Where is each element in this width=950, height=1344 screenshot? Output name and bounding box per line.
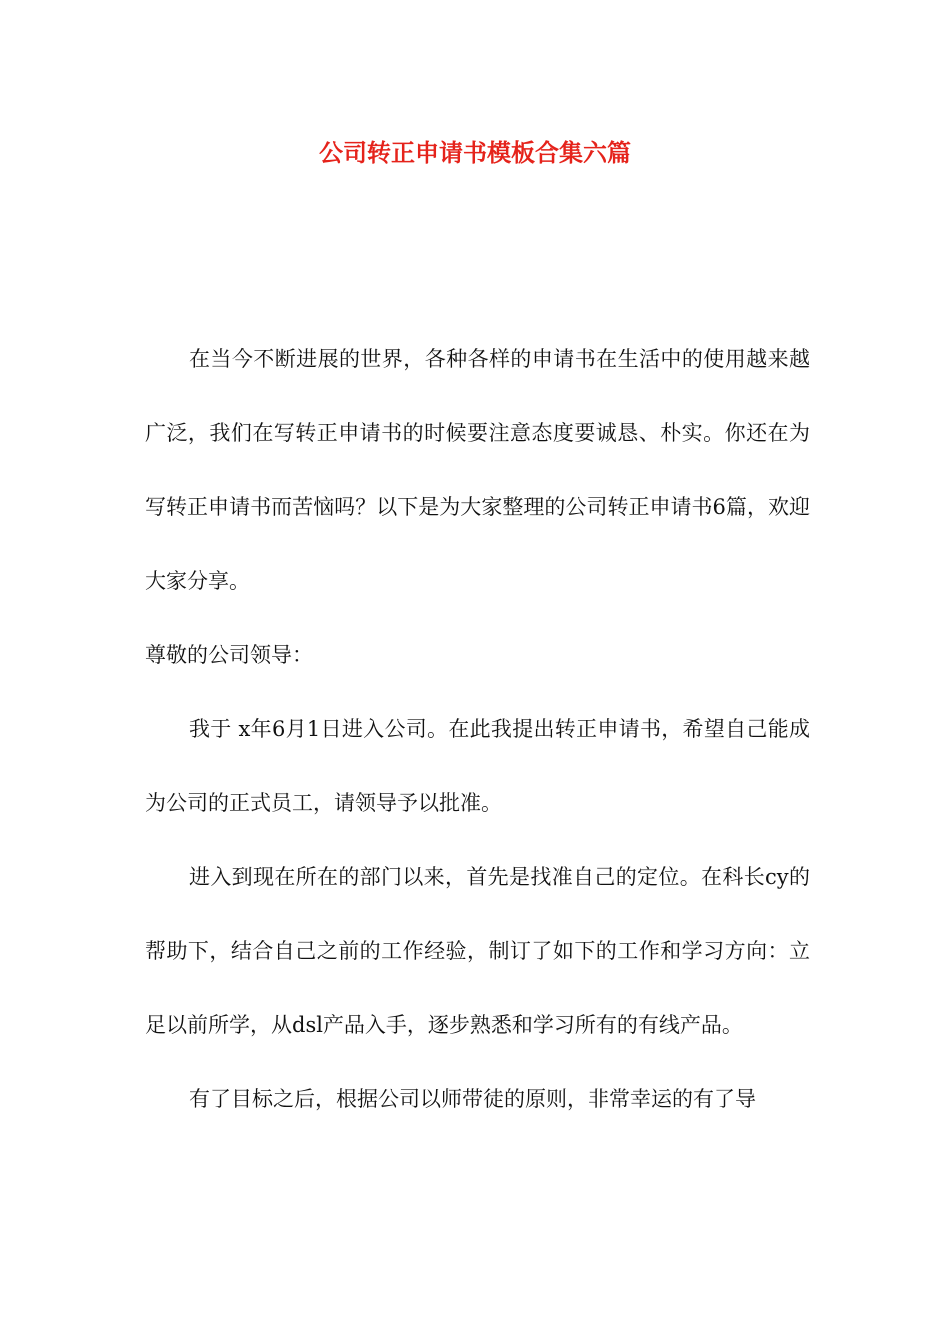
document-body <box>145 322 810 1136</box>
paragraph-intro: 在当今不断进展的世界，各种各样的申请书在生活中的使用越来越广泛，我们在写转正申请书的时候要注意态度要诚恳、朴实。你还在为写转正申请书而苦恼吗？以下是为大家整理的公司转正申请书6篇，欢迎大家分享。 <box>145 347 810 593</box>
paragraph-mentor: 有了目标之后，根据公司以师带徒的原则，非常幸运的有了导 <box>189 1087 756 1111</box>
paragraph-salutation: 尊敬的公司领导： <box>145 643 313 667</box>
paragraph-application: 我于 x年6月1日进入公司。在此我提出转正申请书，希望自己能成为公司的正式员工，请领导予以批准。 <box>145 717 810 815</box>
document-title: 公司转正申请书模板合集六篇 <box>319 139 631 167</box>
paragraph-department: 进入到现在所在的部门以来，首先是找准自己的定位。在科长cy的帮助下，结合自己之前的工作经验，制订了如下的工作和学习方向：立足以前所学，从dsl产品入手，逐步熟悉和学习所有的有线产品。 <box>145 865 810 1037</box>
